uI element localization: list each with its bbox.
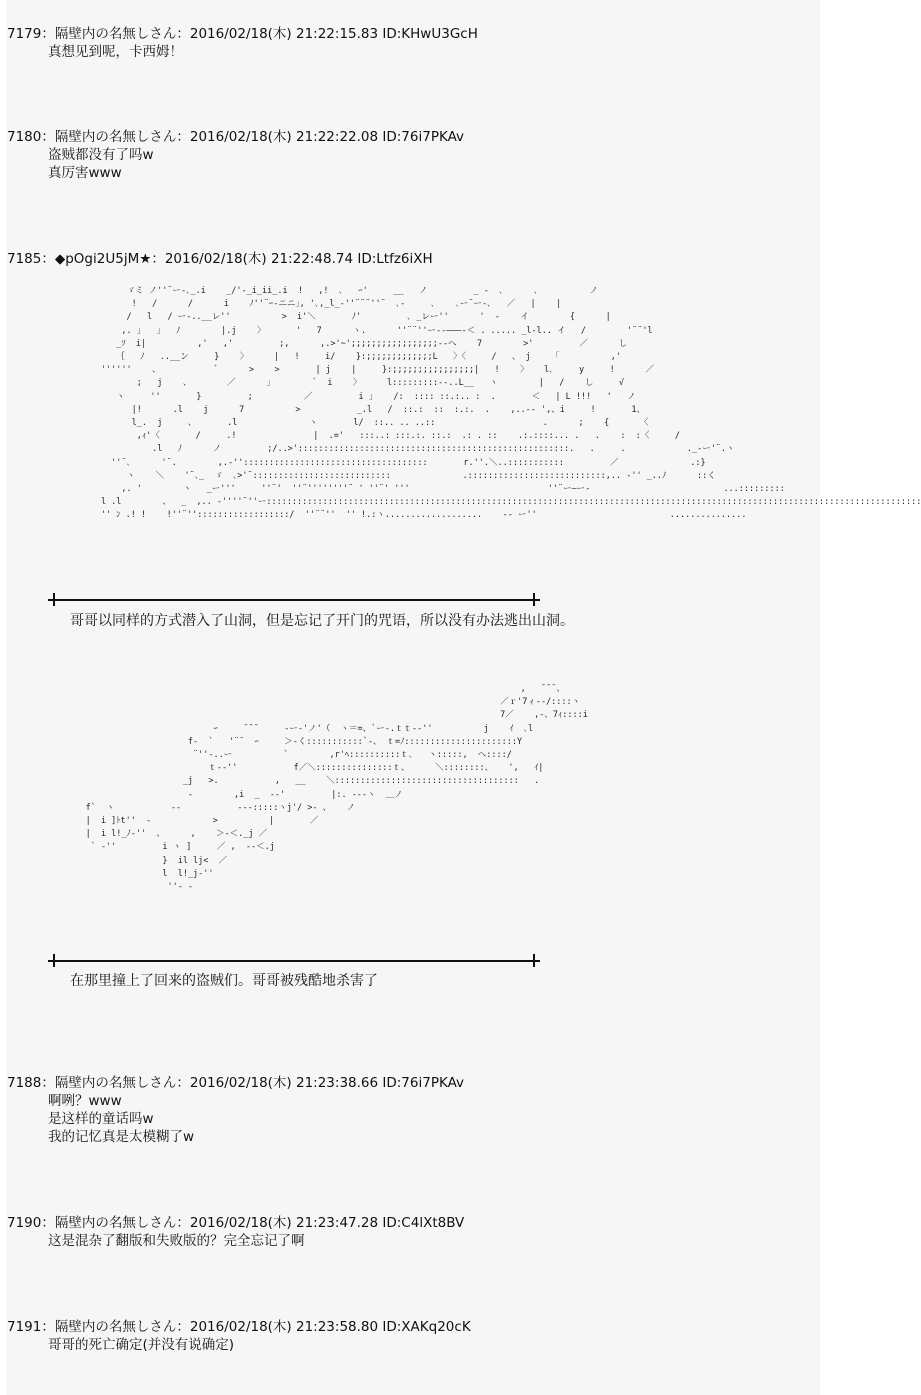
post-header: 7191：隔壁内の名無しさん：2016/02/18(木) 21:23:58.80 ID:XAKq20cK [7,1319,471,1335]
divider-line [48,954,540,967]
post-7179 [7,25,478,61]
post-header: 7179：隔壁内の名無しさん：2016/02/18(木) 21:22:15.83 ID:KHwU3GcH [7,26,478,42]
post-header: 7190：隔壁内の名無しさん：2016/02/18(木) 21:23:47.28 ID:C4lXt8BV [7,1215,465,1231]
caption-1: 哥哥以同样的方式潜入了山洞，但是忘记了开门的咒语，所以没有办法逃出山洞。 [70,613,574,629]
post-header: 7185：◆pOgi2U5jM★：2016/02/18(木) 21:22:48.74 ID:Ltfz6iXH [7,251,433,267]
ascii-art-cave: ゞミ ノ''¨ー-､_.i _/'-_i_ii_.i ! ,! ､ ｰ' __ ノ _ - ､ ! / / i ﾉ''¨ｰ-ニニ｣, '､,_l_-''¨¨¨''¨ ､- ､ ､ー¨ー-､ ／ / l / ー-..__レ'' > i'＼ ﾉ' ､ _レー'' ' - イ ,. ｣ ｣ ﾉ |.j 〉 ' 7 ヽ. ''¨¨''ー--―――-＜ . ..... _ｿ i| ,' ,' ;, ,.>'~';;;;;;;;;;;;;;;;;--ヘ 7 >' ｛ ﾉ ..__ン } 〉 | ! i/ }:;;;;;;;;;;;;;L 〉〈 / 、 j '''''' 、 ﾞ > > | j | }:;;;;;;;;;;;;;;;;| ! 〉 ; j 、 ／ 」 ﾞ i 〉 l:::::::::--..L__ ヽ ヽ '' } ; ／ i ｣ /: :::: ::.:.. : . |! .l j 7 > _.l / ::.: :: :.:. . ,..-- l_. j 、 .l ヽ l/ ::.. .. ..:: ,ｨ'〈 / .! | .=' :::..: :::.:. ::.: .: . :: .l ﾉ ノ ;/..>':::::::::::::::::::::::::::::::::::::::::::::::::::::. ''¨､ '¨. ,.-'':::::::::::::::::::::::::::::::::::: r.''.＼..::::::::::: ヽ ＼ '¨､_ ゞ ､>'¨::::::::::::::::::::::::::: ,. ' ヽ _ー''' ''¨' ''¨''''''''¨ ' ''¨' ''' l .l 、 _ ,.. '' ﾝ .! ! !''¨''::::::::::::::::::/ ''¨¨'' '' !.:ヽ................... -- ー'' [100,286,575,521]
post-7190 [7,1214,464,1250]
post-line: 哥哥的死亡确定(并没有说确定) [48,1337,235,1353]
post-7191 [7,1318,471,1354]
post-7188 [7,1074,464,1146]
post-line: 盗贼都没有了吗w [48,147,154,163]
post-header: 7188：隔壁内の名無しさん：2016/02/18(木) 21:23:38.66 ID:76i7PKAv [7,1075,465,1091]
divider-line [48,593,540,606]
post-header: 7180：隔壁内の名無しさん：2016/02/18(木) 21:22:22.08 ID:76i7PKAv [7,129,465,145]
post-line: 真厉害www [48,165,122,181]
post-line: 是这样的童话吗w [48,1111,154,1127]
post-line: 啊咧？www [48,1093,122,1109]
ascii-art-brother: , 7／ ｰ ̄ ̄ ̄ ‐ー‐'ノ'（ ヽ＝=、`ー-.ｔｔ-‐'' j ｲ ､l f- ` '¨¨ ｰ ＞-く:::::::::::`-、 ｔ=ﾉ::::::::::::::::::::::Y ¨''-..ー ` ,r'ﾍ::::::::::ｔ､ ヽ:::::, へ::::/ ｔ-‐'' f／＼:::::::::::::::ｔ、 ＼::::::::、 ', _j >. , __ ＼:::::::::::::::::::::::::::::::::::: - ,i _ -‐' |:. ---ヽ ＿ノ f` ヽ ‐- ‐‐-:::::ヽj'/ >- 、 ノ | i ]ﾄt'' - > | ／ | i l!_ﾉ-'' 、 , ＞-＜._j ／ ` -'' i ヽ ] ／ , ‐‐＜.j } il lj< ／ l l!_j-'' ''- - [85,684,534,893]
post-7185 [7,250,433,268]
post-7180 [7,128,464,182]
post-line: 我的记忆真是太模糊了w [48,1129,195,1145]
post-line: 这是混杂了翻版和失败版的？完全忘记了啊 [48,1233,305,1249]
post-line: 真想见到呢，卡西姆！ [48,44,183,60]
caption-2: 在那里撞上了回来的盗贼们。哥哥被残酷地杀害了 [70,973,378,989]
